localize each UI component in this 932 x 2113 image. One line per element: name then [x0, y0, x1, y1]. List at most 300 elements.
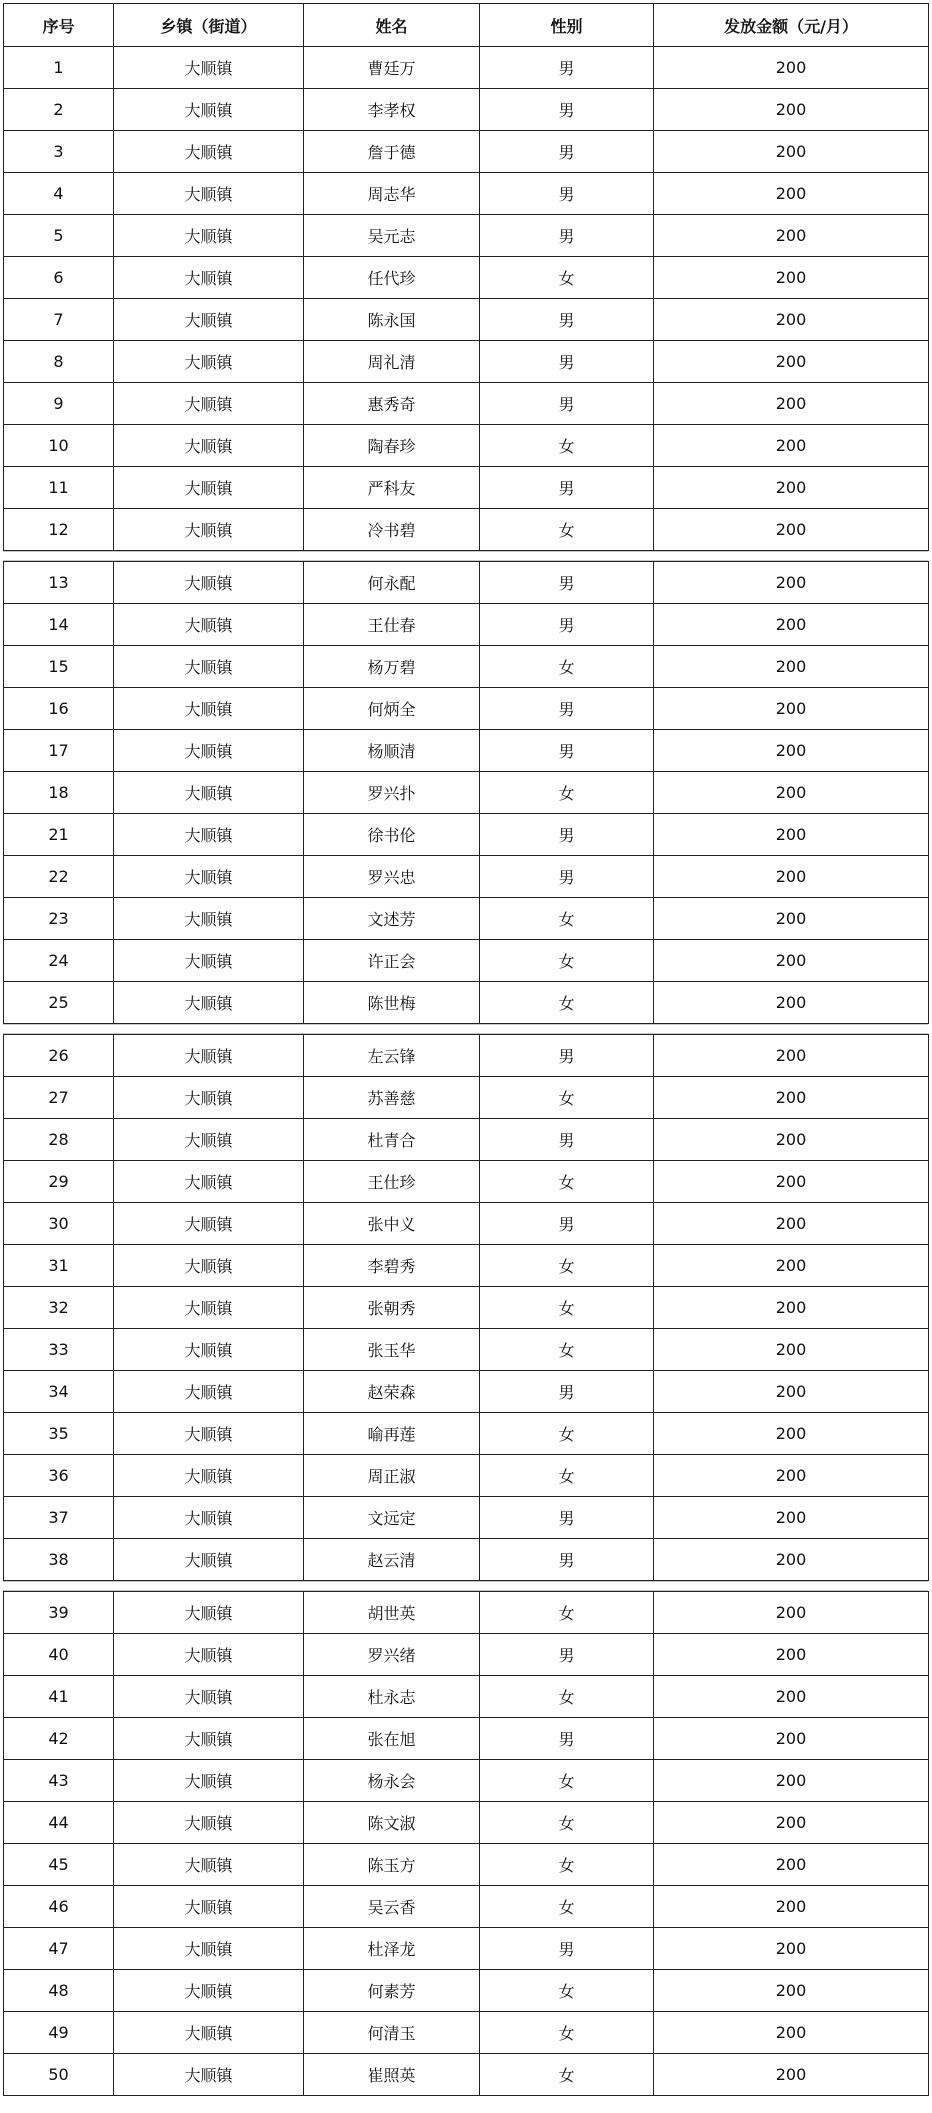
cell-index: 42 [4, 1718, 114, 1760]
table-row [4, 1371, 929, 1413]
table-row [4, 1928, 929, 1970]
cell-town: 大顺镇 [114, 2054, 304, 2096]
cell-amount: 200 [654, 982, 929, 1024]
table-row [4, 1844, 929, 1886]
cell-name: 李碧秀 [304, 1245, 480, 1287]
table-row [4, 1886, 929, 1928]
cell-gender: 男 [480, 215, 654, 257]
cell-index: 7 [4, 299, 114, 341]
cell-gender: 男 [480, 688, 654, 730]
cell-name: 左云锋 [304, 1035, 480, 1077]
table-row [4, 1634, 929, 1676]
cell-name: 冷书碧 [304, 509, 480, 551]
cell-index: 31 [4, 1245, 114, 1287]
cell-index: 9 [4, 383, 114, 425]
cell-town: 大顺镇 [114, 562, 304, 604]
table-row [4, 215, 929, 257]
cell-amount: 200 [654, 730, 929, 772]
cell-amount: 200 [654, 1844, 929, 1886]
table-row [4, 257, 929, 299]
cell-town: 大顺镇 [114, 509, 304, 551]
cell-index: 16 [4, 688, 114, 730]
cell-town: 大顺镇 [114, 89, 304, 131]
cell-gender: 女 [480, 1886, 654, 1928]
table-row [4, 1329, 929, 1371]
cell-index: 23 [4, 898, 114, 940]
cell-index: 3 [4, 131, 114, 173]
cell-index: 1 [4, 47, 114, 89]
cell-amount: 200 [654, 341, 929, 383]
cell-amount: 200 [654, 1676, 929, 1718]
cell-name: 吴元志 [304, 215, 480, 257]
table-row [4, 1970, 929, 2012]
cell-town: 大顺镇 [114, 1802, 304, 1844]
cell-name: 杨顺清 [304, 730, 480, 772]
column-header-name: 姓名 [304, 4, 480, 47]
cell-gender: 男 [480, 383, 654, 425]
cell-town: 大顺镇 [114, 341, 304, 383]
cell-name: 许正会 [304, 940, 480, 982]
cell-amount: 200 [654, 646, 929, 688]
cell-name: 喻再莲 [304, 1413, 480, 1455]
cell-index: 28 [4, 1119, 114, 1161]
data-table-page [3, 3, 929, 551]
cell-amount: 200 [654, 1539, 929, 1581]
cell-town: 大顺镇 [114, 1161, 304, 1203]
table-row [4, 173, 929, 215]
cell-amount: 200 [654, 814, 929, 856]
cell-name: 崔照英 [304, 2054, 480, 2096]
cell-gender: 男 [480, 1035, 654, 1077]
table-row [4, 1592, 929, 1634]
cell-amount: 200 [654, 688, 929, 730]
cell-name: 罗兴扑 [304, 772, 480, 814]
table-row [4, 467, 929, 509]
cell-town: 大顺镇 [114, 730, 304, 772]
table-row [4, 1539, 929, 1581]
cell-amount: 200 [654, 1035, 929, 1077]
cell-town: 大顺镇 [114, 1718, 304, 1760]
cell-amount: 200 [654, 467, 929, 509]
cell-amount: 200 [654, 173, 929, 215]
cell-name: 陶春珍 [304, 425, 480, 467]
cell-gender: 男 [480, 604, 654, 646]
cell-gender: 男 [480, 1634, 654, 1676]
table-row [4, 47, 929, 89]
cell-amount: 200 [654, 1718, 929, 1760]
cell-name: 罗兴绪 [304, 1634, 480, 1676]
table-row [4, 646, 929, 688]
cell-name: 张朝秀 [304, 1287, 480, 1329]
cell-town: 大顺镇 [114, 982, 304, 1024]
cell-gender: 男 [480, 299, 654, 341]
cell-name: 杜泽龙 [304, 1928, 480, 1970]
cell-name: 陈文淑 [304, 1802, 480, 1844]
table-row [4, 1035, 929, 1077]
cell-index: 5 [4, 215, 114, 257]
cell-amount: 200 [654, 257, 929, 299]
page-break-divider [3, 1581, 928, 1591]
cell-town: 大顺镇 [114, 1329, 304, 1371]
cell-amount: 200 [654, 772, 929, 814]
cell-gender: 女 [480, 1676, 654, 1718]
cell-gender: 女 [480, 2012, 654, 2054]
table-row [4, 1077, 929, 1119]
cell-gender: 男 [480, 173, 654, 215]
cell-town: 大顺镇 [114, 1455, 304, 1497]
cell-amount: 200 [654, 47, 929, 89]
cell-gender: 男 [480, 814, 654, 856]
cell-name: 惠秀奇 [304, 383, 480, 425]
cell-gender: 女 [480, 1245, 654, 1287]
cell-town: 大顺镇 [114, 1634, 304, 1676]
cell-index: 46 [4, 1886, 114, 1928]
data-table-page [3, 561, 929, 1024]
cell-gender: 女 [480, 1329, 654, 1371]
cell-town: 大顺镇 [114, 467, 304, 509]
cell-index: 41 [4, 1676, 114, 1718]
cell-name: 张玉华 [304, 1329, 480, 1371]
cell-name: 张在旭 [304, 1718, 480, 1760]
cell-town: 大顺镇 [114, 425, 304, 467]
cell-name: 周礼清 [304, 341, 480, 383]
cell-name: 王仕春 [304, 604, 480, 646]
cell-name: 杜青合 [304, 1119, 480, 1161]
cell-amount: 200 [654, 1329, 929, 1371]
cell-name: 赵云清 [304, 1539, 480, 1581]
cell-name: 陈永国 [304, 299, 480, 341]
cell-name: 吴云香 [304, 1886, 480, 1928]
cell-gender: 女 [480, 1760, 654, 1802]
cell-index: 4 [4, 173, 114, 215]
cell-gender: 男 [480, 1119, 654, 1161]
cell-gender: 女 [480, 1287, 654, 1329]
cell-town: 大顺镇 [114, 1497, 304, 1539]
table-row [4, 982, 929, 1024]
cell-gender: 女 [480, 1161, 654, 1203]
table-row [4, 299, 929, 341]
cell-name: 杜永志 [304, 1676, 480, 1718]
cell-index: 2 [4, 89, 114, 131]
cell-index: 37 [4, 1497, 114, 1539]
cell-gender: 男 [480, 467, 654, 509]
cell-town: 大顺镇 [114, 1119, 304, 1161]
cell-town: 大顺镇 [114, 1203, 304, 1245]
cell-town: 大顺镇 [114, 1676, 304, 1718]
data-table-page [3, 1034, 929, 1581]
table-row [4, 383, 929, 425]
cell-gender: 女 [480, 772, 654, 814]
cell-town: 大顺镇 [114, 1539, 304, 1581]
table-row [4, 1718, 929, 1760]
cell-gender: 女 [480, 1413, 654, 1455]
cell-name: 胡世英 [304, 1592, 480, 1634]
cell-gender: 女 [480, 1455, 654, 1497]
table-row [4, 425, 929, 467]
table-row [4, 940, 929, 982]
cell-amount: 200 [654, 1592, 929, 1634]
cell-town: 大顺镇 [114, 1928, 304, 1970]
table-row [4, 688, 929, 730]
column-header-gender: 性别 [480, 4, 654, 47]
cell-town: 大顺镇 [114, 299, 304, 341]
cell-gender: 男 [480, 47, 654, 89]
cell-index: 44 [4, 1802, 114, 1844]
cell-amount: 200 [654, 604, 929, 646]
cell-name: 何清玉 [304, 2012, 480, 2054]
table-row [4, 509, 929, 551]
cell-amount: 200 [654, 856, 929, 898]
table-row [4, 898, 929, 940]
cell-gender: 男 [480, 730, 654, 772]
cell-index: 30 [4, 1203, 114, 1245]
cell-name: 赵荣森 [304, 1371, 480, 1413]
cell-amount: 200 [654, 1119, 929, 1161]
cell-amount: 200 [654, 215, 929, 257]
cell-name: 陈世梅 [304, 982, 480, 1024]
cell-amount: 200 [654, 1802, 929, 1844]
cell-gender: 男 [480, 1497, 654, 1539]
cell-name: 何素芳 [304, 1970, 480, 2012]
table-row [4, 1413, 929, 1455]
cell-index: 15 [4, 646, 114, 688]
cell-index: 48 [4, 1970, 114, 2012]
cell-index: 8 [4, 341, 114, 383]
cell-amount: 200 [654, 1634, 929, 1676]
cell-town: 大顺镇 [114, 1970, 304, 2012]
cell-index: 21 [4, 814, 114, 856]
cell-town: 大顺镇 [114, 257, 304, 299]
cell-name: 苏善慈 [304, 1077, 480, 1119]
cell-town: 大顺镇 [114, 1077, 304, 1119]
cell-amount: 200 [654, 299, 929, 341]
allowance-list-sheet [3, 3, 928, 2096]
cell-index: 25 [4, 982, 114, 1024]
cell-name: 陈玉方 [304, 1844, 480, 1886]
cell-gender: 女 [480, 940, 654, 982]
cell-town: 大顺镇 [114, 688, 304, 730]
cell-amount: 200 [654, 1203, 929, 1245]
table-row [4, 562, 929, 604]
cell-index: 36 [4, 1455, 114, 1497]
cell-gender: 女 [480, 982, 654, 1024]
cell-gender: 女 [480, 509, 654, 551]
cell-amount: 200 [654, 1287, 929, 1329]
cell-name: 罗兴忠 [304, 856, 480, 898]
cell-amount: 200 [654, 1371, 929, 1413]
cell-amount: 200 [654, 1077, 929, 1119]
cell-amount: 200 [654, 898, 929, 940]
cell-amount: 200 [654, 1886, 929, 1928]
cell-amount: 200 [654, 1760, 929, 1802]
cell-gender: 男 [480, 856, 654, 898]
cell-index: 32 [4, 1287, 114, 1329]
cell-index: 33 [4, 1329, 114, 1371]
cell-name: 李孝权 [304, 89, 480, 131]
cell-town: 大顺镇 [114, 131, 304, 173]
cell-amount: 200 [654, 1928, 929, 1970]
cell-index: 40 [4, 1634, 114, 1676]
table-row [4, 131, 929, 173]
cell-gender: 女 [480, 257, 654, 299]
cell-name: 文述芳 [304, 898, 480, 940]
cell-gender: 男 [480, 562, 654, 604]
cell-name: 周正淑 [304, 1455, 480, 1497]
cell-town: 大顺镇 [114, 856, 304, 898]
cell-town: 大顺镇 [114, 1035, 304, 1077]
cell-index: 29 [4, 1161, 114, 1203]
cell-town: 大顺镇 [114, 646, 304, 688]
table-row [4, 604, 929, 646]
table-row [4, 814, 929, 856]
cell-index: 45 [4, 1844, 114, 1886]
cell-gender: 男 [480, 89, 654, 131]
cell-amount: 200 [654, 89, 929, 131]
cell-gender: 女 [480, 1802, 654, 1844]
table-row [4, 730, 929, 772]
cell-town: 大顺镇 [114, 47, 304, 89]
cell-gender: 女 [480, 425, 654, 467]
cell-name: 周志华 [304, 173, 480, 215]
table-row [4, 1245, 929, 1287]
cell-amount: 200 [654, 562, 929, 604]
cell-name: 杨万碧 [304, 646, 480, 688]
cell-index: 17 [4, 730, 114, 772]
cell-gender: 女 [480, 646, 654, 688]
cell-index: 14 [4, 604, 114, 646]
cell-index: 50 [4, 2054, 114, 2096]
cell-index: 11 [4, 467, 114, 509]
cell-town: 大顺镇 [114, 215, 304, 257]
cell-amount: 200 [654, 2012, 929, 2054]
cell-amount: 200 [654, 2054, 929, 2096]
cell-town: 大顺镇 [114, 814, 304, 856]
cell-amount: 200 [654, 425, 929, 467]
cell-gender: 男 [480, 341, 654, 383]
table-row [4, 1802, 929, 1844]
cell-town: 大顺镇 [114, 2012, 304, 2054]
cell-name: 文远定 [304, 1497, 480, 1539]
cell-gender: 女 [480, 898, 654, 940]
cell-index: 6 [4, 257, 114, 299]
cell-town: 大顺镇 [114, 604, 304, 646]
table-row [4, 1497, 929, 1539]
cell-amount: 200 [654, 1455, 929, 1497]
cell-name: 徐书伦 [304, 814, 480, 856]
cell-gender: 女 [480, 2054, 654, 2096]
table-row [4, 1760, 929, 1802]
cell-gender: 男 [480, 131, 654, 173]
column-header-index: 序号 [4, 4, 114, 47]
cell-index: 34 [4, 1371, 114, 1413]
cell-gender: 女 [480, 1970, 654, 2012]
column-header-amount: 发放金额（元/月） [654, 4, 929, 47]
cell-gender: 女 [480, 1592, 654, 1634]
cell-name: 曹廷万 [304, 47, 480, 89]
cell-gender: 男 [480, 1928, 654, 1970]
table-row [4, 2012, 929, 2054]
cell-name: 何炳全 [304, 688, 480, 730]
cell-town: 大顺镇 [114, 383, 304, 425]
table-row [4, 1119, 929, 1161]
cell-index: 38 [4, 1539, 114, 1581]
table-row [4, 89, 929, 131]
cell-name: 王仕珍 [304, 1161, 480, 1203]
cell-amount: 200 [654, 131, 929, 173]
cell-amount: 200 [654, 1161, 929, 1203]
column-header-town: 乡镇（街道） [114, 4, 304, 47]
cell-amount: 200 [654, 383, 929, 425]
table-row [4, 341, 929, 383]
cell-town: 大顺镇 [114, 1844, 304, 1886]
cell-town: 大顺镇 [114, 1760, 304, 1802]
cell-index: 47 [4, 1928, 114, 1970]
cell-gender: 女 [480, 1077, 654, 1119]
cell-town: 大顺镇 [114, 1886, 304, 1928]
cell-index: 27 [4, 1077, 114, 1119]
cell-amount: 200 [654, 1245, 929, 1287]
table-row [4, 1676, 929, 1718]
cell-town: 大顺镇 [114, 1592, 304, 1634]
cell-gender: 男 [480, 1539, 654, 1581]
cell-index: 43 [4, 1760, 114, 1802]
cell-gender: 男 [480, 1203, 654, 1245]
cell-amount: 200 [654, 1970, 929, 2012]
cell-amount: 200 [654, 1413, 929, 1455]
cell-name: 严科友 [304, 467, 480, 509]
cell-amount: 200 [654, 940, 929, 982]
cell-gender: 女 [480, 1844, 654, 1886]
page-break-divider [3, 1024, 928, 1034]
cell-name: 杨永会 [304, 1760, 480, 1802]
table-row [4, 856, 929, 898]
cell-index: 12 [4, 509, 114, 551]
cell-name: 张中义 [304, 1203, 480, 1245]
cell-gender: 男 [480, 1371, 654, 1413]
data-table-page [3, 1591, 929, 2096]
table-row [4, 1161, 929, 1203]
table-row [4, 2054, 929, 2096]
cell-index: 22 [4, 856, 114, 898]
cell-index: 49 [4, 2012, 114, 2054]
page-break-divider [3, 551, 928, 561]
cell-index: 24 [4, 940, 114, 982]
cell-name: 任代珍 [304, 257, 480, 299]
cell-index: 18 [4, 772, 114, 814]
cell-town: 大顺镇 [114, 1287, 304, 1329]
table-row [4, 1203, 929, 1245]
header-row [4, 4, 929, 47]
cell-amount: 200 [654, 1497, 929, 1539]
cell-index: 26 [4, 1035, 114, 1077]
table-row [4, 772, 929, 814]
table-row [4, 1455, 929, 1497]
table-row [4, 1287, 929, 1329]
cell-name: 何永配 [304, 562, 480, 604]
cell-gender: 男 [480, 1718, 654, 1760]
cell-town: 大顺镇 [114, 772, 304, 814]
cell-town: 大顺镇 [114, 1371, 304, 1413]
cell-town: 大顺镇 [114, 173, 304, 215]
cell-index: 35 [4, 1413, 114, 1455]
cell-index: 13 [4, 562, 114, 604]
cell-name: 詹于德 [304, 131, 480, 173]
cell-index: 10 [4, 425, 114, 467]
cell-amount: 200 [654, 509, 929, 551]
cell-town: 大顺镇 [114, 940, 304, 982]
cell-town: 大顺镇 [114, 898, 304, 940]
cell-index: 39 [4, 1592, 114, 1634]
